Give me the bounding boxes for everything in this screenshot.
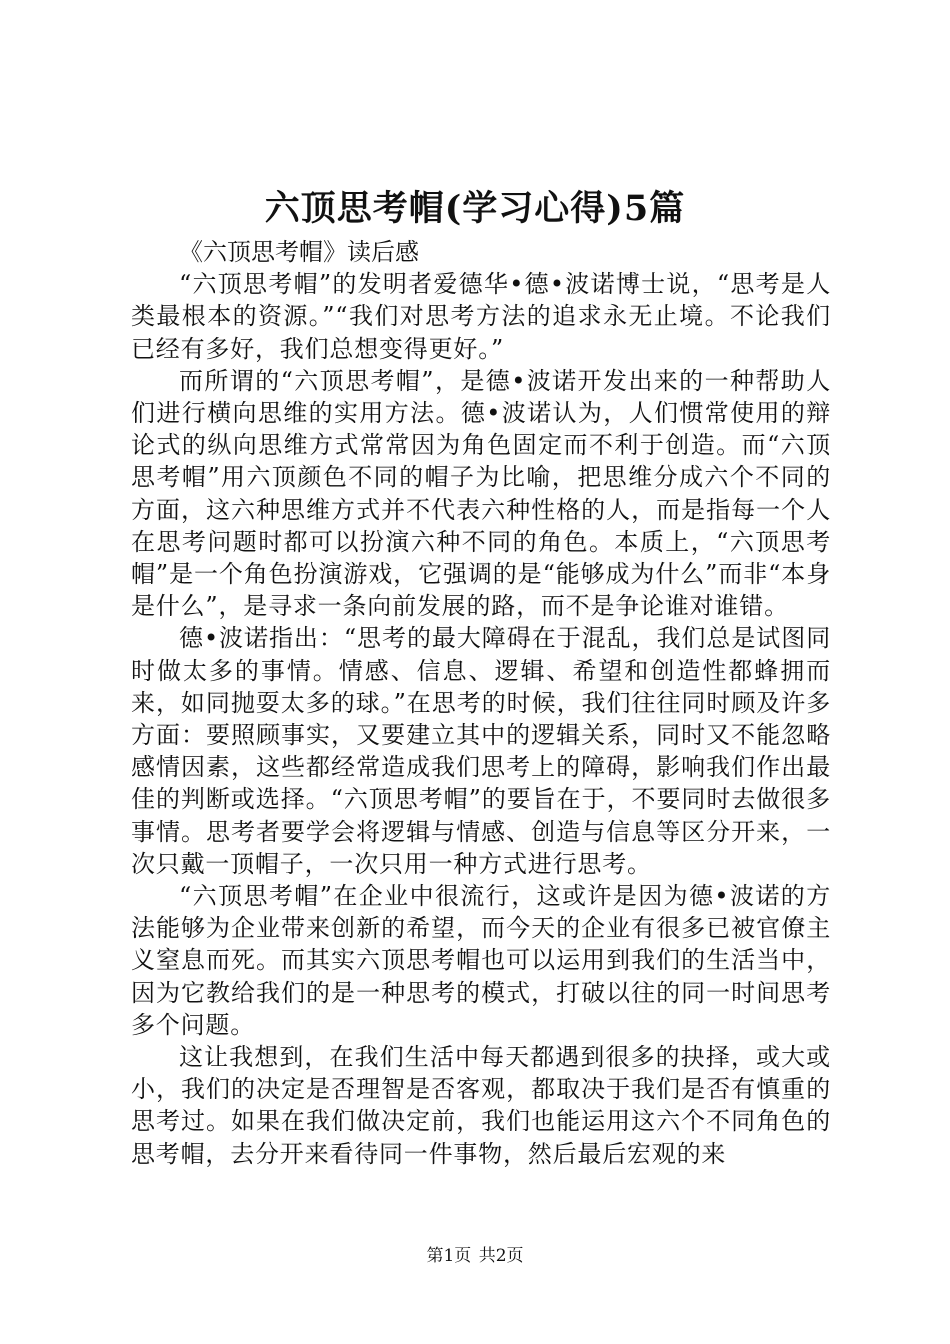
paragraph-5: 这让我想到，在我们生活中每天都遇到很多的抉择，或大或小，我们的决定是否理智是否客观，都取决于我们是否有慎重的思考过。如果在我们做决定前，我们也能运用这六个不同角色的思考帽，去分开来看待同一件事物，然后最后宏观的来 (131, 1043, 831, 1168)
paragraph-3: 德•波诺指出：“思考的最大障碍在于混乱，我们总是试图同时做太多的事情。情感、信息、逻辑、希望和创造性都蜂拥而来，如同抛耍太多的球。”在思考的时候，我们往往同时顾及许多方面：要照顾事实，又要建立其中的逻辑关系，同时又不能忽略感情因素，这些都经常造成我们思考上的障碍，影响我们作出最佳的判断或选择。“六顶思考帽”的要旨在于，不要同时去做很多事情。思考者要学会将逻辑与情感、创造与信息等区分开来，一次只戴一顶帽子，一次只用一种方式进行思考。 (131, 624, 831, 878)
page-total: 共2页 (478, 1246, 524, 1266)
page-footer (0, 1244, 950, 1268)
document-body (131, 236, 831, 1170)
document-subtitle: 《六顶思考帽》读后感 (179, 238, 419, 266)
document-title: 六顶思考帽(学习心得)5篇 (264, 188, 686, 229)
paragraph-4: “六顶思考帽”在企业中很流行，这或许是因为德•波诺的方法能够为企业带来创新的希望，而今天的企业有很多已被官僚主义窒息而死。而其实六顶思考帽也可以运用到我们的生活当中，因为它教给我们的是一种思考的模式，打破以往的同一时间思考多个问题。 (131, 882, 831, 1039)
paragraph-1: “六顶思考帽”的发明者爱德华•德•波诺博士说，“思考是人类最根本的资源。”“我们对思考方法的追求永无止境。不论我们已经有多好，我们总想变得更好。” (131, 270, 831, 363)
page-number: 第1页 (426, 1246, 472, 1266)
paragraph-2: 而所谓的“六顶思考帽”，是德•波诺开发出来的一种帮助人们进行横向思维的实用方法。德•波诺认为，人们惯常使用的辩论式的纵向思维方式常常因为角色固定而不利于创造。而“六顶思考帽”用六顶颜色不同的帽子为比喻，把思维分成六个不同的方面，这六种思维方式并不代表六种性格的人，而是指每一个人在思考问题时都可以扮演六种不同的角色。本质上，“六顶思考帽”是一个角色扮演游戏，它强调的是“能够成为什么”而非“本身是什么”，是寻求一条向前发展的路，而不是争论谁对谁错。 (131, 366, 831, 621)
